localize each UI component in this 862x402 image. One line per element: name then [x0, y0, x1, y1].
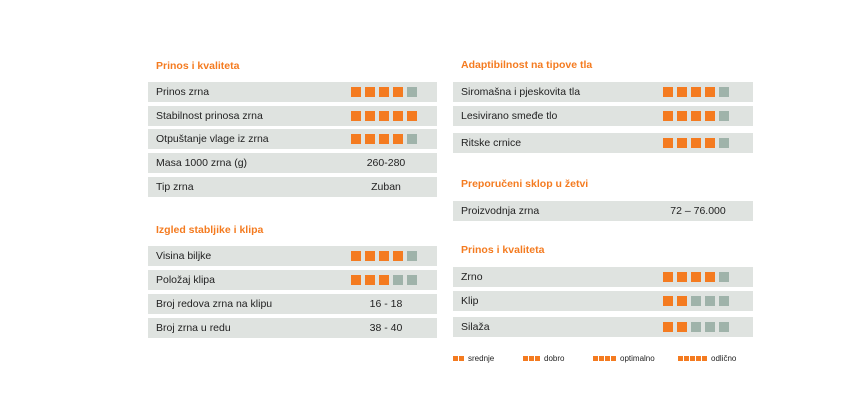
- rating-square-filled: [663, 322, 673, 332]
- row-label: Položaj klipa: [156, 274, 215, 286]
- row-label: Silaža: [461, 321, 490, 333]
- rating-square-filled: [393, 251, 403, 261]
- rating-squares: [351, 111, 417, 121]
- row-label: Broj zrna u redu: [156, 322, 231, 334]
- row-label: Proizvodnja zrna: [461, 205, 540, 217]
- row-broj-zrna-u-redu: [148, 318, 437, 338]
- row-polozaj-klipa: [148, 270, 437, 290]
- rating-square-filled: [379, 134, 389, 144]
- row-label: Klip: [461, 295, 479, 307]
- row-lesivirano-sme-e-tlo: [453, 106, 753, 126]
- rating-square-filled: [677, 296, 687, 306]
- section-title: Izgled stabljike i klipa: [156, 224, 264, 236]
- row-label: Broj redova zrna na klipu: [156, 298, 273, 310]
- rating-square-filled: [379, 87, 389, 97]
- rating-square-empty: [691, 296, 701, 306]
- row-otpustanje-vlage-iz-zrna: [148, 129, 437, 149]
- row-label: Visina biljke: [156, 250, 212, 262]
- legend-item-odlicno: [678, 352, 736, 364]
- legend-squares-icon: [593, 356, 616, 361]
- rating-square-filled: [351, 251, 361, 261]
- row-value: 260-280: [366, 157, 406, 169]
- rating-square-filled: [677, 322, 687, 332]
- rating-squares: [351, 275, 417, 285]
- rating-square-empty: [719, 111, 729, 121]
- rating-square-filled: [677, 111, 687, 121]
- row-klip: [453, 291, 753, 311]
- rating-squares: [663, 87, 729, 97]
- rating-squares: [351, 87, 417, 97]
- row-proizvodnja-zrna: [453, 201, 753, 221]
- rating-square-empty: [719, 87, 729, 97]
- row-prinos-zrna: [148, 82, 437, 102]
- rating-squares: [663, 296, 729, 306]
- section-title: Adaptibilnost na tipove tla: [461, 59, 593, 71]
- legend-label: srednje: [468, 353, 495, 363]
- legend-label: dobro: [544, 353, 565, 363]
- rating-square-filled: [691, 138, 701, 148]
- row-tip-zrna: [148, 177, 437, 197]
- legend-label: odlično: [711, 353, 737, 363]
- rating-square-empty: [407, 87, 417, 97]
- rating-square-filled: [691, 111, 701, 121]
- row-label: Prinos zrna: [156, 86, 210, 98]
- rating-square-filled: [351, 111, 361, 121]
- legend-squares-icon: [678, 356, 707, 361]
- row-siromasna-i-pjeskovita-tla: [453, 82, 753, 102]
- rating-square-filled: [691, 272, 701, 282]
- rating-square-empty: [691, 322, 701, 332]
- rating-square-filled: [351, 87, 361, 97]
- rating-square-filled: [677, 138, 687, 148]
- rating-squares: [351, 251, 417, 261]
- rating-square-empty: [407, 251, 417, 261]
- rating-square-empty: [407, 275, 417, 285]
- rating-square-filled: [379, 275, 389, 285]
- rating-square-empty: [705, 322, 715, 332]
- rating-square-filled: [677, 87, 687, 97]
- row-label: Siromašna i pjeskovita tla: [461, 86, 581, 98]
- row-ritske-crnice: [453, 133, 753, 153]
- rating-square-filled: [365, 111, 375, 121]
- rating-square-filled: [351, 275, 361, 285]
- rating-square-filled: [365, 275, 375, 285]
- rating-square-empty: [719, 296, 729, 306]
- rating-square-filled: [365, 251, 375, 261]
- legend-squares-icon: [453, 356, 464, 361]
- rating-square-filled: [393, 134, 403, 144]
- row-visina-biljke: [148, 246, 437, 266]
- rating-squares: [663, 111, 729, 121]
- row-stabilnost-prinosa-zrna: [148, 106, 437, 126]
- rating-square-empty: [705, 296, 715, 306]
- rating-squares: [351, 134, 417, 144]
- row-label: Lesivirano smeđe tlo: [461, 110, 558, 122]
- rating-square-empty: [407, 134, 417, 144]
- row-value: 16 - 18: [369, 298, 403, 310]
- row-zrno: [453, 267, 753, 287]
- rating-square-filled: [705, 111, 715, 121]
- row-value: 72 – 76.000: [670, 205, 726, 217]
- rating-square-empty: [393, 275, 403, 285]
- rating-square-filled: [677, 272, 687, 282]
- legend-item-dobro: [523, 352, 564, 364]
- rating-square-filled: [365, 87, 375, 97]
- rating-squares: [663, 272, 729, 282]
- rating-square-filled: [379, 111, 389, 121]
- rating-squares: [663, 322, 729, 332]
- section-title: Prinos i kvaliteta: [461, 244, 545, 256]
- rating-square-filled: [379, 251, 389, 261]
- rating-square-filled: [663, 87, 673, 97]
- rating-legend: [453, 352, 753, 366]
- rating-square-filled: [691, 87, 701, 97]
- section-title: Preporučeni sklop u žetvi: [461, 178, 589, 190]
- section-title: Prinos i kvaliteta: [156, 60, 240, 72]
- rating-square-filled: [407, 111, 417, 121]
- rating-square-filled: [705, 138, 715, 148]
- rating-square-filled: [351, 134, 361, 144]
- legend-item-srednje: [453, 352, 494, 364]
- row-label: Zrno: [461, 271, 483, 283]
- rating-square-filled: [663, 111, 673, 121]
- rating-square-empty: [719, 138, 729, 148]
- row-label: Otpuštanje vlage iz zrna: [156, 133, 269, 145]
- row-value: 38 - 40: [369, 322, 403, 334]
- rating-square-filled: [705, 87, 715, 97]
- rating-square-empty: [719, 272, 729, 282]
- rating-square-filled: [705, 272, 715, 282]
- rating-square-filled: [393, 111, 403, 121]
- rating-square-filled: [663, 272, 673, 282]
- rating-squares: [663, 138, 729, 148]
- row-broj-redova-zrna-na-klipu: [148, 294, 437, 314]
- row-label: Ritske crnice: [461, 137, 522, 149]
- row-silaza: [453, 317, 753, 337]
- rating-square-empty: [719, 322, 729, 332]
- row-label: Masa 1000 zrna (g): [156, 157, 248, 169]
- legend-label: optimalno: [620, 353, 655, 363]
- rating-square-filled: [663, 138, 673, 148]
- legend-item-optimalno: [593, 352, 655, 364]
- rating-square-filled: [365, 134, 375, 144]
- legend-squares-icon: [523, 356, 540, 361]
- row-masa-1000-zrna-g: [148, 153, 437, 173]
- rating-square-filled: [393, 87, 403, 97]
- row-label: Stabilnost prinosa zrna: [156, 110, 263, 122]
- rating-square-filled: [663, 296, 673, 306]
- row-value: Zuban: [371, 181, 401, 193]
- row-label: Tip zrna: [156, 181, 194, 193]
